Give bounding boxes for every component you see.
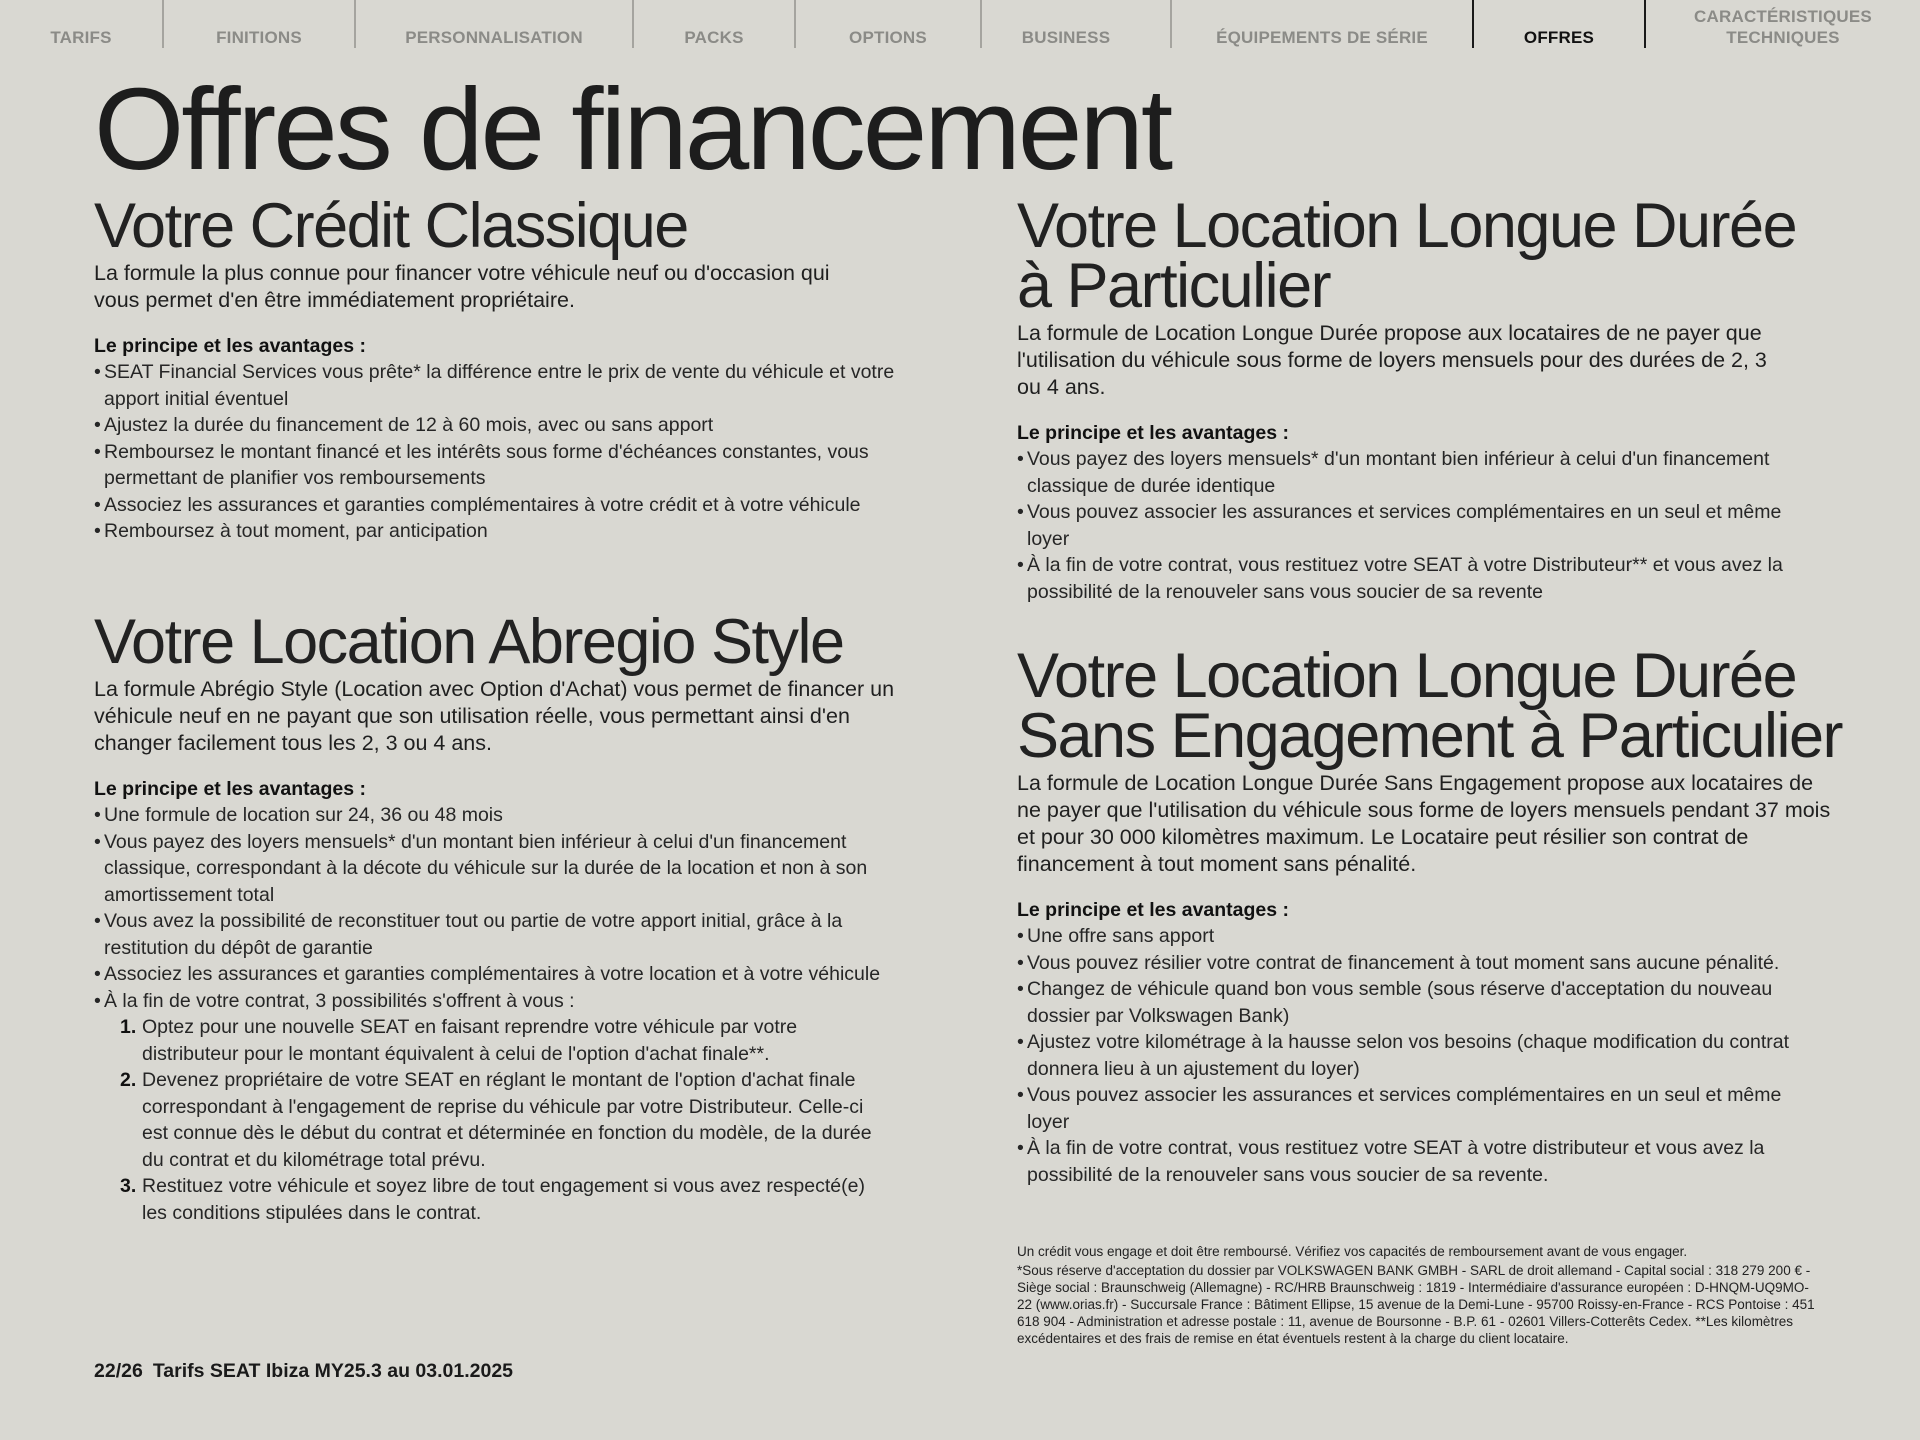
tab-caracteristiques-techniques[interactable] — [1646, 0, 1920, 50]
section-intro: La formule la plus connue pour financer votre véhicule neuf ou d'occasion qui vous permet d'en être immédiatement propriétaire. — [94, 261, 830, 312]
top-navigation — [0, 0, 1920, 56]
list-item: • Remboursez le montant financé et les intérêts sous forme d'échéances constantes, vous permettant de planifier vos remboursements — [94, 439, 914, 492]
list-item: • À la fin de votre contrat, 3 possibilités s'offrent à vous : — [94, 988, 894, 1015]
tab-label: BUSINESS — [1021, 28, 1111, 47]
list-item: • Une formule de location sur 24, 36 ou 48 mois — [94, 802, 894, 829]
list-item: • Vous pouvez associer les assurances et services complémentaires en un seul et même loyer — [1017, 1082, 1817, 1135]
step-text: Optez pour une nouvelle SEAT en faisant reprendre votre véhicule par votre distributeur pour le montant équivalent à celui de l'option d'achat finale**. — [142, 1016, 798, 1065]
tab-label: ÉQUIPEMENTS DE SÉRIE — [1216, 28, 1428, 47]
section-intro: La formule de Location Longue Durée propose aux locataires de ne payer que l'utilisation du véhicule sous forme de loyers mensuels pour des durées de 2, 3 ou 4 ans. — [1017, 321, 1767, 399]
list-item: • Vous pouvez associer les assurances et services complémentaires en un seul et même loyer — [1017, 499, 1827, 552]
section-heading-line: Sans Engagement à Particulier — [1017, 701, 1842, 771]
section-intro: La formule Abrégio Style (Location avec Option d'Achat) vous permet de financer un véhicule neuf en ne payant que son utilisation réelle, vous permettant ainsi d'en changer facilement tous les 2, 3 ou 4 ans. — [94, 677, 895, 755]
tab-finitions[interactable] — [164, 0, 354, 50]
list-item: • Vous payez des loyers mensuels* d'un montant bien inférieur à celui d'un financement classique, correspondant à la décote du véhicule sur la durée de la location et non à son amortissement total — [94, 829, 894, 909]
tab-business[interactable] — [982, 0, 1150, 50]
list-item: • Ajustez la durée du financement de 12 à 60 mois, avec ou sans apport — [94, 412, 914, 439]
step-item — [122, 1173, 882, 1226]
advantages-list — [94, 802, 894, 1014]
step-text: Devenez propriétaire de votre SEAT en réglant le montant de l'option d'achat finale correspondant à l'engagement de reprise du véhicule par votre Distributeur. Celle-ci est connue dès le début du contrat et déterminée en fonction du modèle, de la durée du contrat et du kilométrage total prévu. — [142, 1069, 872, 1171]
tab-packs[interactable] — [634, 0, 794, 50]
step-number: 2. — [120, 1069, 137, 1091]
section-location-abregio — [94, 607, 914, 1226]
page-number: 22/26 — [94, 1360, 143, 1382]
section-lld-sans-engagement — [1017, 641, 1842, 1188]
section-intro: La formule de Location Longue Durée Sans Engagement propose aux locataires de ne payer que l'utilisation du véhicule sous forme de loyers mensuels pendant 37 mois et pour 30 000 kilomètres maximum. Le Locataire peut résilier son contrat de financement à tout moment sans pénalité. — [1017, 771, 1831, 876]
tab-label: OFFRES — [1523, 28, 1595, 47]
section-credit-classique — [94, 191, 914, 545]
tab-personnalisation[interactable] — [356, 0, 632, 50]
options-steps — [94, 1014, 882, 1226]
advantages-heading: Le principe et les avantages : — [1017, 422, 1290, 444]
tab-label: CARACTÉRISTIQUES TECHNIQUES — [1694, 7, 1872, 47]
advantages-list — [1017, 923, 1817, 1188]
advantages-heading: Le principe et les avantages : — [94, 335, 367, 357]
section-location-longue-duree — [1017, 191, 1837, 605]
step-item — [122, 1014, 882, 1067]
section-heading-line: Votre Location Longue Durée — [1017, 191, 1797, 261]
tab-label: OPTIONS — [849, 28, 927, 47]
tab-tarifs[interactable] — [0, 0, 162, 50]
section-heading-line: à Particulier — [1017, 251, 1331, 321]
list-item: • À la fin de votre contrat, vous restituez votre SEAT à votre distributeur et vous avez la possibilité de la renouveler sans vous soucier de sa revente. — [1017, 1135, 1817, 1188]
advantages-heading: Le principe et les avantages : — [94, 778, 367, 800]
list-item: • Changez de véhicule quand bon vous semble (sous réserve d'acceptation du nouveau dossier par Volkswagen Bank) — [1017, 976, 1817, 1029]
list-item: • Une offre sans apport — [1017, 923, 1817, 950]
legal-warning: Un crédit vous engage et doit être remboursé. Vérifiez vos capacités de remboursement avant de vous engager. — [1017, 1244, 1688, 1259]
list-item: • À la fin de votre contrat, vous restituez votre SEAT à votre Distributeur** et vous avez la possibilité de la renouveler sans vous soucier de sa revente — [1017, 552, 1827, 605]
legal-notice — [1017, 1243, 1817, 1347]
list-item: • Vous pouvez résilier votre contrat de financement à tout moment sans aucune pénalité. — [1017, 950, 1817, 977]
tab-label: PERSONNALISATION — [405, 28, 583, 47]
step-text: Restituez votre véhicule et soyez libre de tout engagement si vous avez respecté(e) les conditions stipulées dans le contrat. — [142, 1175, 865, 1224]
section-heading — [1017, 641, 1842, 771]
list-item: • Ajustez votre kilométrage à la hausse selon vos besoins (chaque modification du contrat donnera lieu à un ajustement du loyer) — [1017, 1029, 1817, 1082]
list-item: • SEAT Financial Services vous prête* la différence entre le prix de vente du véhicule et votre apport initial éventuel — [94, 359, 914, 412]
list-item: • Associez les assurances et garanties complémentaires à votre location et à votre véhicule — [94, 961, 894, 988]
list-item: • Vous avez la possibilité de reconstituer tout ou partie de votre apport initial, grâce à la restitution du dépôt de garantie — [94, 908, 894, 961]
step-number: 3. — [120, 1175, 137, 1197]
step-number: 1. — [120, 1016, 137, 1038]
tab-label: TARIFS — [50, 28, 112, 47]
advantages-list — [1017, 446, 1827, 605]
section-heading-line: Votre Location Longue Durée — [1017, 641, 1797, 711]
advantages-heading: Le principe et les avantages : — [1017, 899, 1290, 921]
tab-offres[interactable] — [1474, 0, 1644, 50]
section-heading: Votre Crédit Classique — [94, 191, 688, 261]
document-title: Tarifs SEAT Ibiza MY25.3 au 03.01.2025 — [152, 1360, 514, 1382]
section-heading: Votre Location Abregio Style — [94, 607, 844, 677]
tab-options[interactable] — [796, 0, 980, 50]
legal-body: *Sous réserve d'acceptation du dossier par VOLKSWAGEN BANK GMBH - SARL de droit allemand - Capital social : 318 279 200 € - Siège social : Braunschweig (Allemagne) - RC/HRB Braunschweig : 1819 - Intermédiaire d'assurance européen : D-HNQM-UQ9MO-22 (www.orias.fr) - Succursale France : Bâtiment Ellipse, 15 avenue de la Demi-Lune - 95700 Roissy-en-France - RCS Pontoise : 451 618 904 - Administration et adresse postale : 11, avenue de Boursonne - B.P. 61 - 02601 Villers-Cotterêts Cedex. **Les kilomètres excédentaires et des frais de remise en état éventuels restent à la charge du client locataire. — [1017, 1263, 1815, 1346]
list-item: • Associez les assurances et garanties complémentaires à votre crédit et à votre véhicule — [94, 492, 914, 519]
tab-equipements-de-serie[interactable] — [1172, 0, 1472, 50]
page-footer — [94, 1360, 513, 1383]
list-item: • Vous payez des loyers mensuels* d'un montant bien inférieur à celui d'un financement classique de durée identique — [1017, 446, 1827, 499]
step-item — [122, 1067, 882, 1173]
list-item: • Remboursez à tout moment, par anticipation — [94, 518, 914, 545]
tab-label: FINITIONS — [216, 28, 302, 47]
section-heading — [1017, 191, 1837, 321]
page-title: Offres de financement — [94, 64, 1171, 194]
tab-label: PACKS — [684, 28, 744, 47]
advantages-list — [94, 359, 914, 545]
